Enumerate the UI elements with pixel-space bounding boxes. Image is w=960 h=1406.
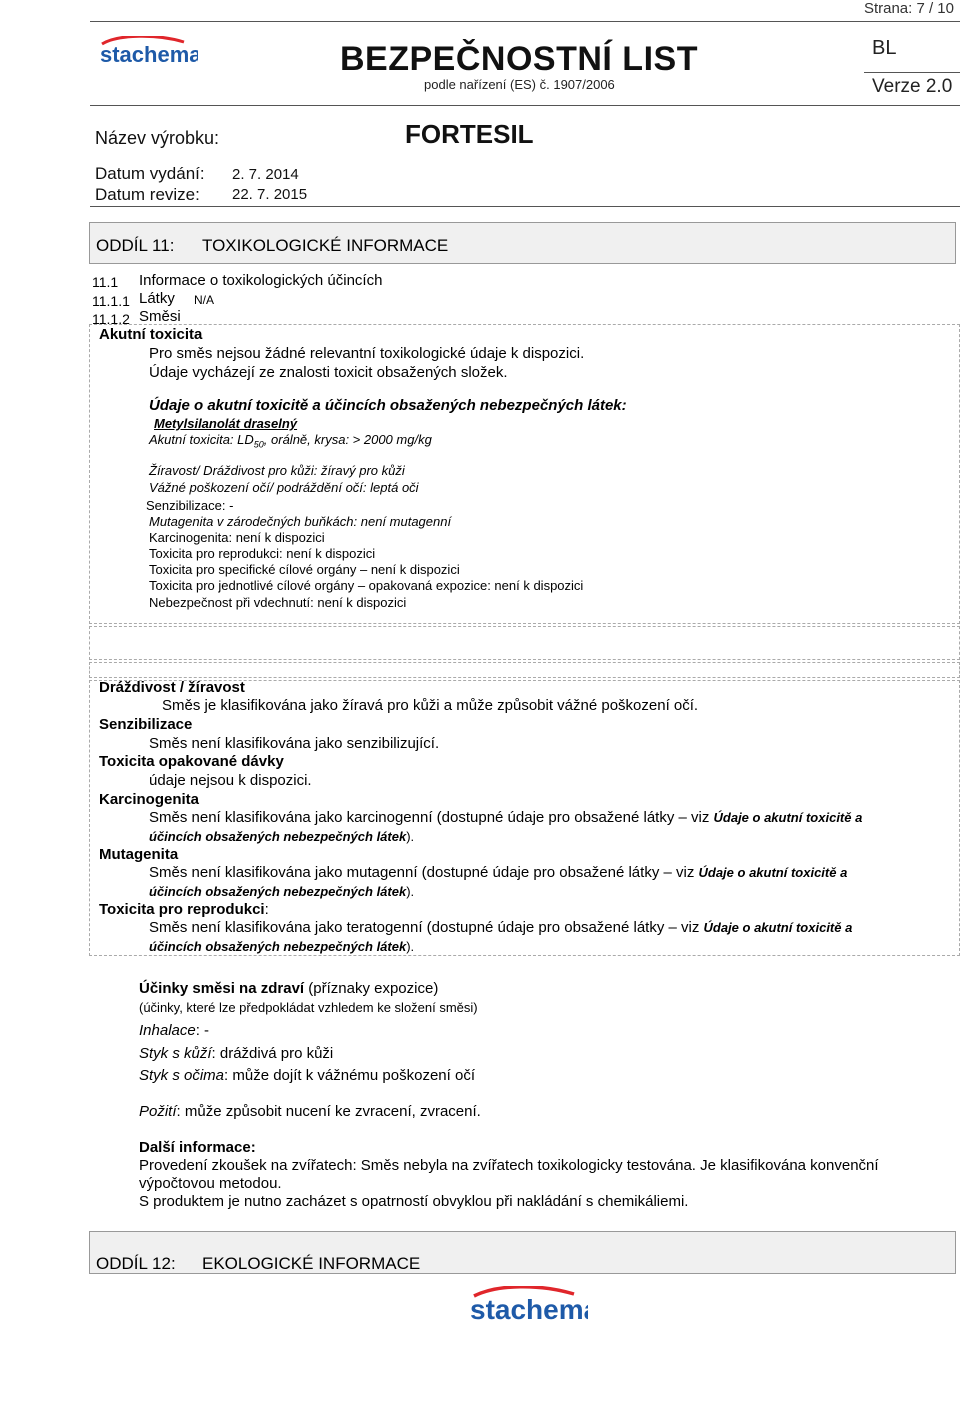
version-rule xyxy=(864,72,960,73)
subsection-11-1-2-title: Směsi xyxy=(139,308,181,325)
page-number: Strana: 7 / 10 xyxy=(863,0,954,17)
substance-name: Metylsilanolát draselný xyxy=(154,416,298,431)
revised-value: 22. 7. 2015 xyxy=(232,186,308,203)
hazard-line-5: Karcinogenita: není k dispozici xyxy=(149,530,325,545)
subsection-11-1-1-title: Látky xyxy=(139,290,175,307)
empty-box-1 xyxy=(89,626,960,660)
hazard-line-4: Mutagenita v zárodečných buňkách: není mutagenní xyxy=(149,514,452,529)
hazard-line-8: Toxicita pro jednotlivé cílové orgány – opakovaná expozice: není k dispozici xyxy=(149,578,584,593)
acute-toxicity-line-2: Údaje vycházejí ze znalosti toxicit obsažených složek. xyxy=(149,364,508,381)
reproduction-text: Směs není klasifikována jako teratogenní (dostupné údaje pro obsažené látky – viz Údaje o akutní toxicitě a xyxy=(149,919,853,936)
ingestion-line: Požití: může způsobit nucení ke zvracení, zvracení. xyxy=(139,1103,481,1120)
repeated-dose-text: údaje nejsou k dispozici. xyxy=(149,772,312,789)
mutagenicity-text: Směs není klasifikována jako mutagenní (dostupné údaje pro obsažené látky – viz Údaje o akutní toxicitě a xyxy=(149,864,848,881)
substances-na: N/A xyxy=(194,293,215,307)
carcinogenicity-title: Karcinogenita xyxy=(99,791,200,808)
repeated-dose-title: Toxicita opakované dávky xyxy=(99,753,284,770)
section-12-title: EKOLOGICKÉ INFORMACE xyxy=(202,1254,421,1273)
health-effects-note: (účinky, které lze předpokládat vzhledem ke složení směsi) xyxy=(139,1000,478,1015)
hazard-line-2: Vážné poškození očí/ podráždění očí: leptá oči xyxy=(149,480,419,495)
subsection-11-1-number: 11.1 xyxy=(92,274,119,290)
acute-toxicity-line-1: Pro směs nejsou žádné relevantní toxikologické údaje k dispozici. xyxy=(149,345,585,362)
carcinogenicity-text: Směs není klasifikována jako karcinogenní (dostupné údaje pro obsažené látky – viz Údaje o akutní toxicitě a xyxy=(149,809,863,826)
hazard-line-7: Toxicita pro specifické cílové orgány – není k dispozici xyxy=(149,562,460,577)
acute-toxicity-title: Akutní toxicita xyxy=(99,326,203,343)
mutagenicity-title: Mutagenita xyxy=(99,846,179,863)
product-name: FORTESIL xyxy=(405,119,534,149)
footer-stachema-logo xyxy=(468,1286,588,1336)
subsection-11-1-2-number: 11.1.2 xyxy=(92,311,130,327)
empty-box-2 xyxy=(89,662,960,678)
reproduction-ref: účincích obsažených nebezpečných látek). xyxy=(149,939,415,954)
more-info-line-3: S produktem je nutno zacházet s opatrností obvyklou při nakládání s chemikáliemi. xyxy=(139,1193,689,1210)
hazard-line-6: Toxicita pro reprodukci: není k dispozici xyxy=(149,546,376,561)
reproduction-title: Toxicita pro reprodukci: xyxy=(99,901,269,918)
eye-contact-line: Styk s očima: může dojít k vážnému poškození očí xyxy=(139,1067,475,1084)
section-12-header xyxy=(89,1231,956,1274)
carcinogenicity-ref: účincích obsažených nebezpečných látek). xyxy=(149,829,415,844)
logo-text: stachema xyxy=(100,42,198,67)
hazard-line-1: Žíravost/ Dráždivost pro kůži: žíravý pro kůži xyxy=(149,463,405,478)
sensitization-title: Senzibilizace xyxy=(99,716,193,733)
irritation-title: Dráždivost / žíravost xyxy=(99,679,245,696)
footer-logo-text: stachema xyxy=(470,1294,588,1325)
product-label: Název výrobku: xyxy=(95,128,220,148)
issued-label: Datum vydání: xyxy=(95,164,205,183)
header-rule-bottom xyxy=(90,206,960,207)
hazard-line-9: Nebezpečnost při vdechnutí: není k dispozici xyxy=(149,595,407,610)
version: Verze 2.0 xyxy=(872,76,953,97)
section-11-header xyxy=(89,222,956,264)
mutagenicity-ref: účincích obsažených nebezpečných látek). xyxy=(149,884,415,899)
more-info-line-2: výpočtovou metodou. xyxy=(139,1175,282,1192)
document-title: BEZPEČNOSTNÍ LIST xyxy=(340,40,698,78)
hazard-line-3: Senzibilizace: - xyxy=(146,498,234,513)
stachema-logo xyxy=(98,36,198,76)
component-data-title: Údaje o akutní toxicitě a účincích obsažených nebezpečných látek: xyxy=(149,397,627,414)
health-effects-title: Účinky směsi na zdraví (příznaky expozice) xyxy=(139,980,439,997)
ld50-value: Akutní toxicita: $LD_{50}$, orálně, krysa: > 2000 mg/kg xyxy=(149,432,432,450)
header-rule-top xyxy=(90,21,960,22)
section-11-number: ODDÍL 11: xyxy=(96,236,175,255)
more-info-title: Další informace: xyxy=(139,1139,256,1156)
irritation-text: Směs je klasifikována jako žíravá pro kůži a může způsobit vážné poškození očí. xyxy=(162,697,699,714)
header-rule-mid xyxy=(90,105,960,106)
language-code: BL xyxy=(872,37,897,59)
section-12-number: ODDÍL 12: xyxy=(96,1254,176,1273)
sensitization-text: Směs není klasifikována jako senzibilizující. xyxy=(149,735,440,752)
subsection-11-1-1-number: 11.1.1 xyxy=(92,293,130,309)
skin-contact-line: Styk s kůží: dráždivá pro kůži xyxy=(139,1045,334,1062)
revised-label: Datum revize: xyxy=(95,185,200,204)
more-info-line-1: Provedení zkoušek na zvířatech: Směs nebyla na zvířatech toxikologicky testována. Je klasifikována konvenční xyxy=(139,1157,879,1174)
inhalation-line: Inhalace: - xyxy=(139,1022,210,1039)
document-subtitle: podle nařízení (ES) č. 1907/2006 xyxy=(424,77,615,92)
section-11-title: TOXIKOLOGICKÉ INFORMACE xyxy=(202,236,449,255)
issued-value: 2. 7. 2014 xyxy=(232,166,299,183)
subsection-11-1-title: Informace o toxikologických účincích xyxy=(139,272,383,289)
